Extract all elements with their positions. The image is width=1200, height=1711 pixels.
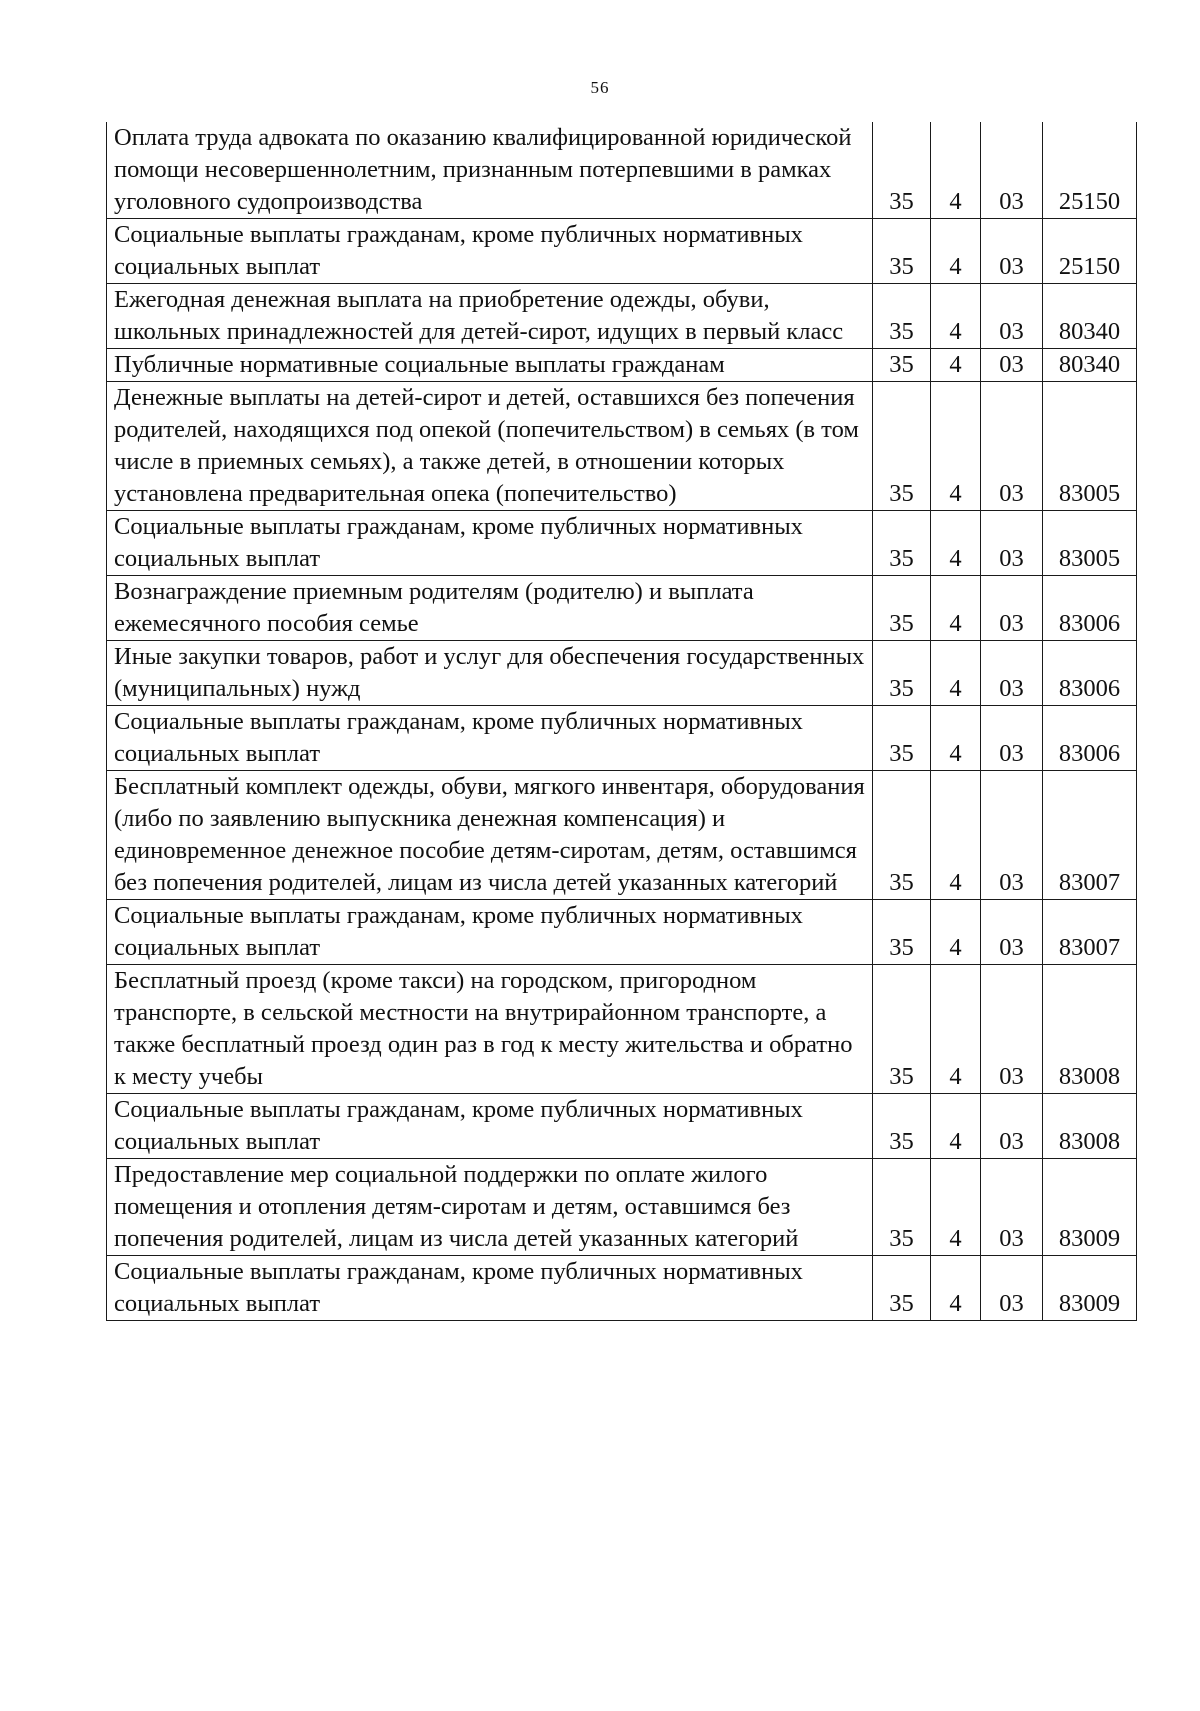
row-name-cell: Предоставление мер социальной поддержки по оплате жилого помещения и отопления детям-сиротам и детям, оставшимся без попечения родителей, лицам из числа детей указанных категорий (107, 1159, 873, 1256)
budget-table (106, 122, 1137, 1321)
target-article-cell: 25150 (1043, 122, 1137, 219)
row-name-cell: Публичные нормативные социальные выплаты гражданам (107, 349, 873, 382)
subsection-code-cell: 03 (981, 122, 1043, 219)
subsection-code-cell: 03 (981, 511, 1043, 576)
grbs-code-cell: 35 (873, 382, 931, 511)
grbs-code-cell: 35 (873, 349, 931, 382)
row-name-cell: Социальные выплаты гражданам, кроме публичных нормативных социальных выплат (107, 511, 873, 576)
section-code-cell: 4 (931, 122, 981, 219)
target-article-cell: 83005 (1043, 511, 1137, 576)
target-article-cell: 83007 (1043, 900, 1137, 965)
row-name-cell: Социальные выплаты гражданам, кроме публичных нормативных социальных выплат (107, 706, 873, 771)
target-article-cell: 83009 (1043, 1256, 1137, 1321)
target-article-cell: 83007 (1043, 771, 1137, 900)
grbs-code-cell: 35 (873, 965, 931, 1094)
subsection-code-cell: 03 (981, 900, 1043, 965)
table-row (107, 771, 1137, 900)
row-name-cell: Бесплатный проезд (кроме такси) на городском, пригородном транспорте, в сельской местности на внутрирайонном транспорте, а также бесплатный проезд один раз в год к месту жительства и обратно к месту учебы (107, 965, 873, 1094)
table-row (107, 1094, 1137, 1159)
subsection-code-cell: 03 (981, 1094, 1043, 1159)
subsection-code-cell: 03 (981, 706, 1043, 771)
section-code-cell: 4 (931, 900, 981, 965)
target-article-cell: 83006 (1043, 706, 1137, 771)
table-row (107, 900, 1137, 965)
grbs-code-cell: 35 (873, 219, 931, 284)
table-row (107, 284, 1137, 349)
page-number: 56 (590, 78, 610, 97)
target-article-cell: 83006 (1043, 576, 1137, 641)
budget-table-body (107, 122, 1137, 1321)
section-code-cell: 4 (931, 1256, 981, 1321)
row-name-cell: Социальные выплаты гражданам, кроме публичных нормативных социальных выплат (107, 1094, 873, 1159)
row-name-cell: Вознаграждение приемным родителям (родителю) и выплата ежемесячного пособия семье (107, 576, 873, 641)
section-code-cell: 4 (931, 349, 981, 382)
table-row (107, 576, 1137, 641)
target-article-cell: 80340 (1043, 349, 1137, 382)
target-article-cell: 80340 (1043, 284, 1137, 349)
section-code-cell: 4 (931, 1159, 981, 1256)
target-article-cell: 83009 (1043, 1159, 1137, 1256)
row-name-cell: Социальные выплаты гражданам, кроме публичных нормативных социальных выплат (107, 1256, 873, 1321)
subsection-code-cell: 03 (981, 1159, 1043, 1256)
section-code-cell: 4 (931, 771, 981, 900)
target-article-cell: 83008 (1043, 965, 1137, 1094)
table-row (107, 219, 1137, 284)
grbs-code-cell: 35 (873, 122, 931, 219)
subsection-code-cell: 03 (981, 219, 1043, 284)
table-row (107, 382, 1137, 511)
grbs-code-cell: 35 (873, 641, 931, 706)
grbs-code-cell: 35 (873, 576, 931, 641)
row-name-cell: Бесплатный комплект одежды, обуви, мягкого инвентаря, оборудования (либо по заявлению выпускника денежная компенсация) и единовременное денежное пособие детям-сиротам, детям, оставшимся без попечения родителей, лицам из числа детей указанных категорий (107, 771, 873, 900)
grbs-code-cell: 35 (873, 1256, 931, 1321)
subsection-code-cell: 03 (981, 284, 1043, 349)
subsection-code-cell: 03 (981, 641, 1043, 706)
section-code-cell: 4 (931, 706, 981, 771)
table-row (107, 1159, 1137, 1256)
section-code-cell: 4 (931, 576, 981, 641)
row-name-cell: Ежегодная денежная выплата на приобретение одежды, обуви, школьных принадлежностей для детей-сирот, идущих в первый класс (107, 284, 873, 349)
section-code-cell: 4 (931, 284, 981, 349)
section-code-cell: 4 (931, 1094, 981, 1159)
row-name-cell: Денежные выплаты на детей-сирот и детей, оставшихся без попечения родителей, находящихся под опекой (попечительством) в семьях (в том числе в приемных семьях), а также детей, в отношении которых установлена предварительная опека (попечительство) (107, 382, 873, 511)
subsection-code-cell: 03 (981, 382, 1043, 511)
section-code-cell: 4 (931, 382, 981, 511)
table-row (107, 349, 1137, 382)
table-row (107, 511, 1137, 576)
subsection-code-cell: 03 (981, 349, 1043, 382)
target-article-cell: 25150 (1043, 219, 1137, 284)
target-article-cell: 83005 (1043, 382, 1137, 511)
grbs-code-cell: 35 (873, 900, 931, 965)
section-code-cell: 4 (931, 511, 981, 576)
table-row (107, 641, 1137, 706)
subsection-code-cell: 03 (981, 576, 1043, 641)
row-name-cell: Оплата труда адвоката по оказанию квалифицированной юридической помощи несовершеннолетним, признанным потерпевшими в рамках уголовного судопроизводства (107, 122, 873, 219)
row-name-cell: Социальные выплаты гражданам, кроме публичных нормативных социальных выплат (107, 900, 873, 965)
row-name-cell: Иные закупки товаров, работ и услуг для обеспечения государственных (муниципальных) нужд (107, 641, 873, 706)
target-article-cell: 83006 (1043, 641, 1137, 706)
table-row (107, 706, 1137, 771)
grbs-code-cell: 35 (873, 511, 931, 576)
table-row (107, 965, 1137, 1094)
table-row (107, 122, 1137, 219)
section-code-cell: 4 (931, 219, 981, 284)
subsection-code-cell: 03 (981, 965, 1043, 1094)
subsection-code-cell: 03 (981, 1256, 1043, 1321)
row-name-cell: Социальные выплаты гражданам, кроме публичных нормативных социальных выплат (107, 219, 873, 284)
target-article-cell: 83008 (1043, 1094, 1137, 1159)
section-code-cell: 4 (931, 641, 981, 706)
grbs-code-cell: 35 (873, 706, 931, 771)
section-code-cell: 4 (931, 965, 981, 1094)
grbs-code-cell: 35 (873, 284, 931, 349)
grbs-code-cell: 35 (873, 1159, 931, 1256)
table-row (107, 1256, 1137, 1321)
grbs-code-cell: 35 (873, 1094, 931, 1159)
subsection-code-cell: 03 (981, 771, 1043, 900)
grbs-code-cell: 35 (873, 771, 931, 900)
